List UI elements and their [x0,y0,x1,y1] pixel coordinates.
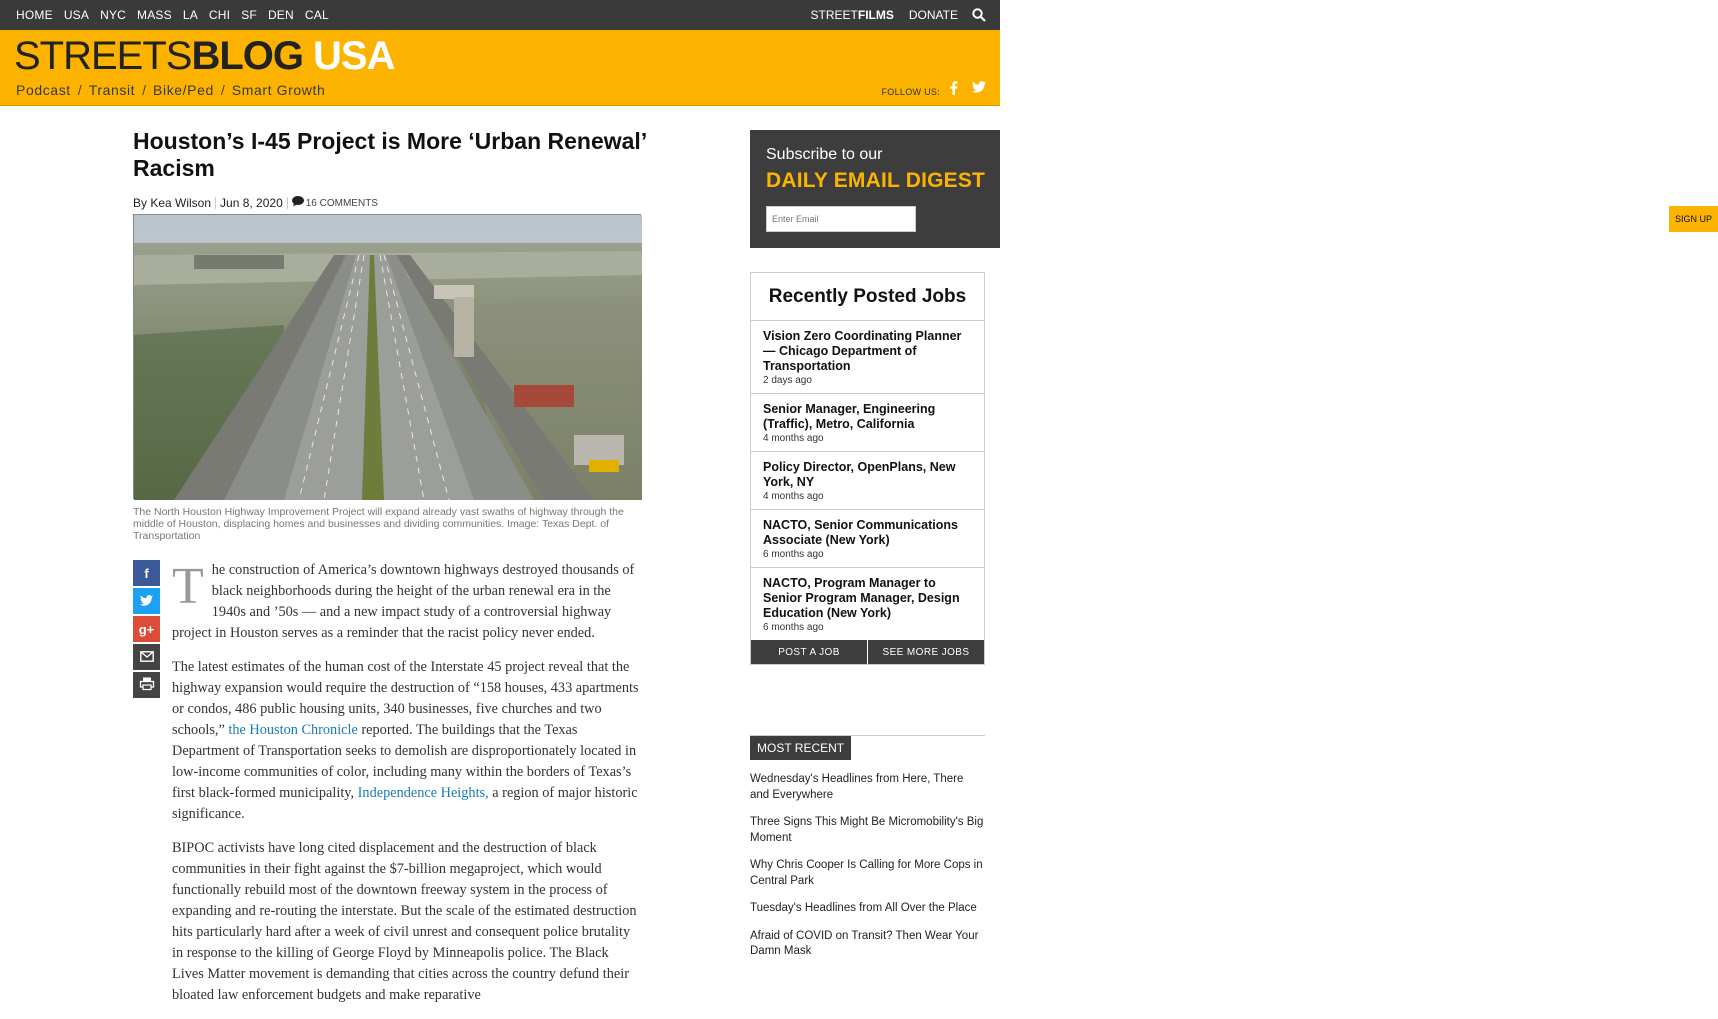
independence-heights-link[interactable]: Independence Heights, [357,785,489,801]
job-title[interactable]: Vision Zero Coordinating Planner — Chicago Department of Transportation [763,329,962,373]
divider [287,197,288,209]
separator: / [142,82,147,98]
jobs-actions [751,640,984,664]
hero-image [133,214,641,499]
google-plus-icon: g+ [138,621,155,637]
comment-icon[interactable] [292,196,304,210]
facebook-icon[interactable] [950,81,958,98]
job-listing[interactable] [751,568,984,640]
section-link-podcast[interactable]: Podcast [16,82,71,98]
share-twitter-button[interactable] [133,588,160,614]
nav-link-la[interactable]: LA [182,8,198,22]
section-navigation [16,82,325,98]
job-listing[interactable] [751,452,984,510]
job-listing[interactable] [751,321,984,394]
share-email-button[interactable] [133,644,160,670]
city-links [16,0,340,30]
nav-link-cal[interactable]: CAL [304,8,329,22]
job-posted-time: 2 days ago [763,375,812,386]
follow-us [881,80,986,98]
job-posted-time: 4 months ago [763,433,824,444]
print-button[interactable] [133,672,160,698]
most-recent-widget [750,735,985,960]
site-logo[interactable] [14,34,394,78]
houston-chronicle-link[interactable]: the Houston Chronicle [228,722,358,738]
nav-link-home[interactable]: HOME [16,8,53,22]
job-title[interactable]: Senior Manager, Engineering (Traffic), Metro, California [763,402,936,431]
printer-icon [140,677,154,693]
envelope-icon [140,650,154,665]
streetfilms-link[interactable] [811,8,894,22]
job-title[interactable]: NACTO, Program Manager to Senior Program Manager, Design Education (New York) [763,576,960,620]
nav-link-chi[interactable]: CHI [208,8,231,22]
logo-usa: USA [313,34,395,78]
email-subscribe-box [750,130,1712,248]
top-navigation-right [811,0,986,30]
separator: / [220,82,225,98]
article-title: Houston’s I-45 Project is More ‘Urban Renewal’ Racism [133,128,646,181]
paragraph-text: reported. The buildings that the Texas Department of Transportation seeks to demolish are disproportionately located in low-income communities of color, including many within the borders of Texas’s first black-formed municipality, [172,722,637,801]
nav-link-mass[interactable]: MASS [137,8,172,22]
drop-cap: T [172,558,204,615]
comment-count[interactable]: 16 COMMENTS [305,197,378,209]
publish-date: Jun 8, 2020 [220,196,283,210]
most-recent-header: MOST RECENT [750,736,851,760]
streetfilms-street: STREET [810,8,858,22]
jobs-title: Recently Posted Jobs [751,273,984,321]
separator: / [77,82,82,98]
job-posted-time: 4 months ago [763,491,824,502]
job-posted-time: 6 months ago [763,622,824,633]
nav-link-sf[interactable]: SF [241,8,257,22]
section-link-transit[interactable]: Transit [88,82,136,98]
job-posted-time: 6 months ago [763,549,824,560]
logo-streets: STREETS [14,34,192,78]
section-link-bike-ped[interactable]: Bike/Ped [153,82,214,98]
nav-link-nyc[interactable]: NYC [100,8,127,22]
top-navigation-bar [0,0,1000,30]
see-more-jobs-button[interactable]: SEE MORE JOBS [867,640,984,664]
recent-post-link[interactable]: Wednesday's Headlines from Here, There and Everywhere [750,773,964,801]
paragraph-text: The latest estimates of the human cost of the Interstate 45 project reveal that the highway expansion would require the destruction of “158 houses, 433 apartments or condos, 486 public housing units, 340 businesses, five churches and two schools,” [172,659,639,738]
article-byline [133,196,378,210]
twitter-icon [140,594,153,609]
article-paragraph [172,657,642,825]
share-google-plus-button[interactable] [133,616,160,642]
share-facebook-button[interactable] [133,560,160,586]
twitter-icon[interactable] [972,80,986,98]
search-icon[interactable] [972,8,986,22]
streetfilms-films: FILMS [857,8,894,22]
site-header [0,30,1000,106]
job-title[interactable]: Policy Director, OpenPlans, New York, NY [763,460,956,489]
follow-us-label: FOLLOW US: [881,87,940,97]
nav-link-usa[interactable]: USA [63,8,90,22]
subscribe-heading: Subscribe to our [766,146,883,163]
article-paragraph [172,560,642,644]
post-a-job-button[interactable]: POST A JOB [751,640,867,664]
paragraph-text: a region of major historic significance. [172,785,638,822]
email-input[interactable] [766,206,916,232]
image-caption: The North Houston Highway Improvement Project will expand already vast swaths of highway through the middle of Houston, displacing homes and businesses and dividing communities. Image: Texas Dept. of Transportation [133,506,624,542]
share-buttons [133,560,160,700]
article-paragraph: BIPOC activists have long cited displacement and the destruction of black communities in their fight against the $7-billion megaproject, which would functionally rebuild most of the downtown freeway system in the process of expanding and re-routing the interstate. But the scale of the estimated destruction hits particularly hard after a week of civil unrest and consequent police brutality in response to the killing of George Floyd by Minneapolis police. The Black Lives Matter movement is demanding that cities across the country defund their bloated law enforcement budgets and make reparative [172,840,637,1003]
job-listing[interactable] [751,510,984,568]
recent-post-link[interactable]: Why Chris Cooper Is Calling for More Cops in Central Park [750,859,983,887]
donate-link[interactable]: DONATE [908,8,958,22]
recent-post-link[interactable]: Afraid of COVID on Transit? Then Wear Your Damn Mask [750,929,979,957]
recent-post-link[interactable]: Three Signs This Might Be Micromobility's Big Moment [750,816,984,844]
divider [215,197,216,209]
article-body [172,560,642,1019]
subscribe-title: DAILY EMAIL DIGEST [766,169,986,192]
nav-link-den[interactable]: DEN [267,8,294,22]
sign-up-button[interactable]: SIGN UP [1669,206,1718,232]
jobs-widget [750,272,985,665]
section-link-smart-growth[interactable]: Smart Growth [231,82,326,98]
logo-blog: BLOG [191,34,304,78]
facebook-icon: f [144,565,149,581]
paragraph-text: he construction of America’s downtown highways destroyed thousands of black neighborhoods during the height of the urban renewal era in the 1940s and ’50s — and a new impact study of a controversial highway project in Houston serves as a reminder that the racist policy never ended. [172,562,635,641]
job-listing[interactable] [751,394,984,452]
recent-post-link[interactable]: Tuesday's Headlines from All Over the Place [750,902,977,914]
author[interactable]: By Kea Wilson [133,196,212,210]
job-title[interactable]: NACTO, Senior Communications Associate (New York) [763,518,958,547]
